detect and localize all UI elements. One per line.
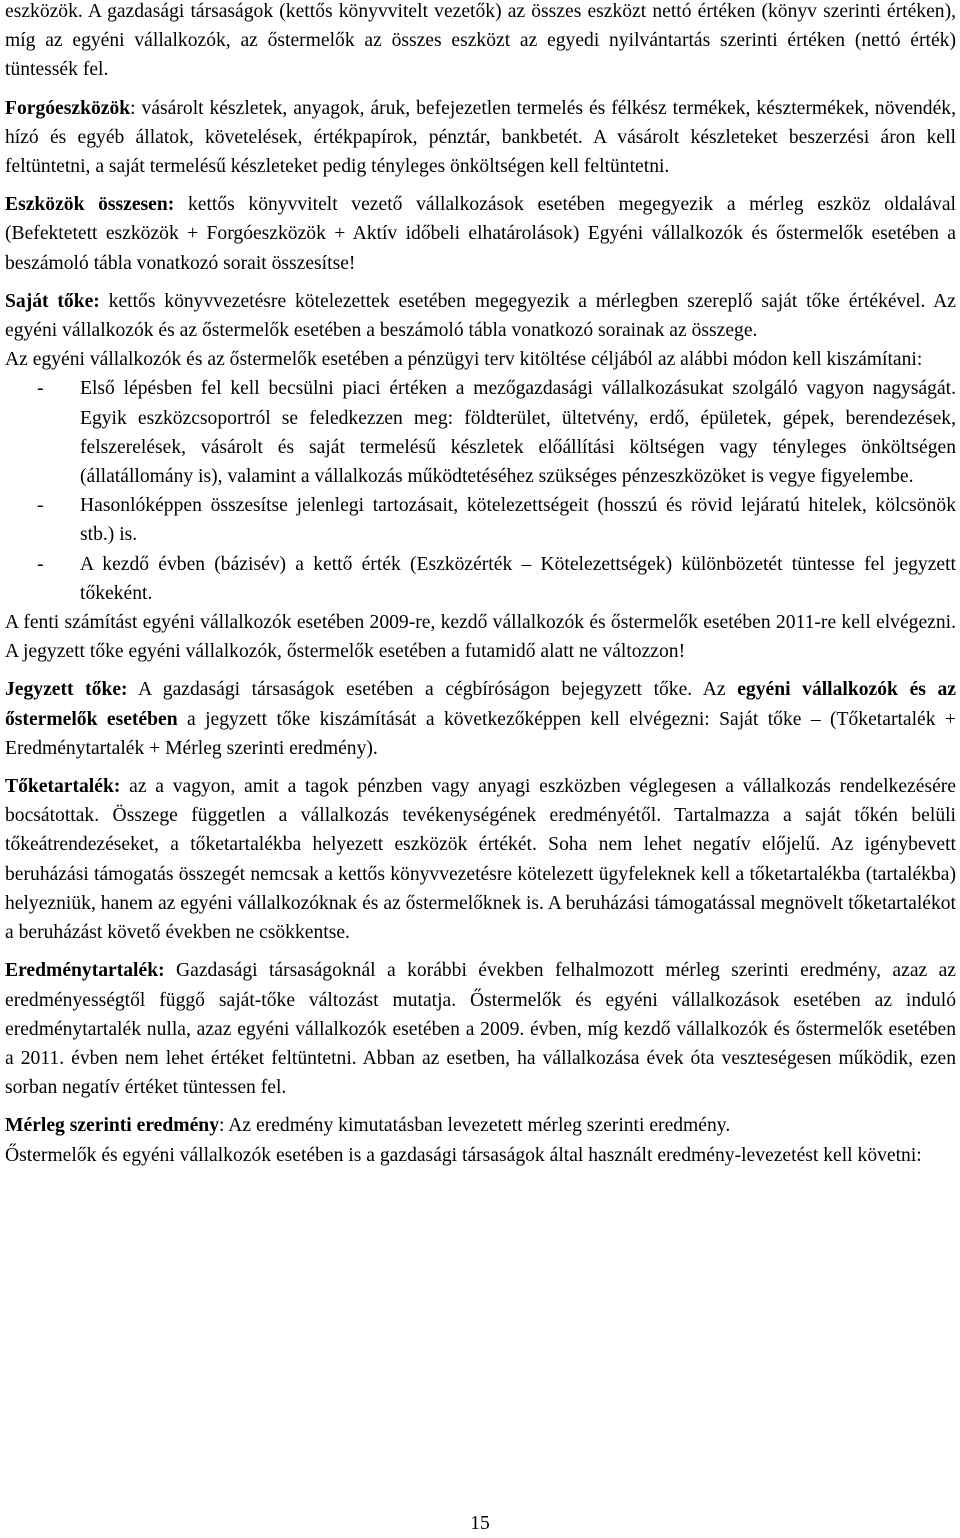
list-item xyxy=(5,374,956,491)
paragraph-merleg-szerinti-eredmeny xyxy=(5,1111,956,1140)
list-dash-marker: - xyxy=(37,378,44,400)
term-merleg-szerinti-eredmeny: Mérleg szerinti eredmény xyxy=(5,1115,219,1137)
calculation-intro-text: Az egyéni vállalkozók és az őstermelők esetében a pénzügyi terv kitöltése céljából az alábbi módon kell kiszámítani: xyxy=(5,349,923,371)
calculation-steps-list xyxy=(5,374,956,608)
definition-merleg-szerinti-eredmeny: : Az eredmény kimutatásban levezetett mérleg szerinti eredmény. xyxy=(219,1115,731,1137)
paragraph-forgoeszkozok xyxy=(5,94,956,182)
paragraph-sajat-toke xyxy=(5,287,956,345)
term-jegyzett-toke: Jegyzett tőke: xyxy=(5,679,128,701)
list-item-text: Első lépésben fel kell becsülni piaci értéken a mezőgazdasági vállalkozásukat szolgáló vagyon nagyságát. Egyik eszközcsoportról se feledkezzen meg: földterület, ültetvény, erdő, épületek, gépek, berendezések, felszerelések, vásárolt és saját termelésű készletek előállítási költségen vagy tényleges önköltségen (állatállomány is), valamint a vállalkozás működtetéséhez szükséges pénzeszközöket is vegye figyelembe. xyxy=(80,378,956,488)
definition-sajat-toke: kettős könyvvezetésre kötelezettek esetében megegyezik a mérlegben szereplő saját tőke értékével. Az egyéni vállalkozók és az őstermelők esetében a beszámoló tábla vonatkozó sorainak az összege. xyxy=(5,290,956,342)
calculation-note-text: A fenti számítást egyéni vállalkozók esetében 2009-re, kezdő vállalkozók és őstermelők esetében 2011-re kell elvégezni. A jegyzett tőke egyéni vállalkozók, őstermelők esetében a futamidő alatt ne változzon! xyxy=(5,612,956,663)
paragraph-calculation-note xyxy=(5,608,956,666)
term-forgoeszkozok: Forgóeszközök xyxy=(5,97,131,119)
paragraph-intro-text: eszközök. A gazdasági társaságok (kettős könyvvitelt vezetők) az összes eszközt nettó értéken (könyv szerinti értéken), míg az egyéni vállalkozók, az őstermelők az összes eszközt az egyedi nyilvántartás szerinti értéken (nettó érték) tüntessék fel. xyxy=(5,1,956,81)
term-eredmenytartalek: Eredménytartalék: xyxy=(5,960,165,982)
paragraph-jegyzett-toke xyxy=(5,675,956,763)
term-toketartalek: Tőketartalék: xyxy=(5,776,121,798)
paragraph-toketartalek xyxy=(5,772,956,947)
definition-jegyzett-toke-b: a jegyzett tőke kiszámítását a következőképpen kell elvégezni: Saját tőke – (Tőketartalék + Eredménytartalék + Mérleg szerinti eredmény). xyxy=(5,708,956,759)
definition-forgoeszkozok: : vásárolt készletek, anyagok, áruk, befejezetlen termelés és félkész termékek, késztermékek, növendék, hízó és egyéb állatok, követelések, értékpapírok, pénztár, bankbetét. A vásárolt készleteket beszerzési áron kell feltüntetni, a saját termelésű készleteket pedig tényleges önköltségen kell feltüntetni. xyxy=(5,97,956,178)
term-eszkozok-osszesen: Eszközök összesen: xyxy=(5,194,175,216)
eredmeny-levezetes-text: Őstermelők és egyéni vállalkozók esetében is a gazdasági társaságok által használt eredmény-levezetést kell követni: xyxy=(5,1144,922,1166)
list-item-text: Hasonlóképpen összesítse jelenlegi tartozásait, kötelezettségeit (hosszú és rövid lejáratú hitelek, kölcsönök stb.) is. xyxy=(80,495,956,546)
paragraph-eredmeny-levezetes xyxy=(5,1141,956,1170)
page-number: 15 xyxy=(470,1513,490,1534)
paragraph-eszkozok-osszesen xyxy=(5,190,956,278)
definition-toketartalek: az a vagyon, amit a tagok pénzben vagy anyagi eszközben véglegesen a vállalkozás rendelkezésére bocsátottak. Összege független a vállalkozás tevékenységének eredményétől. Tartalmazza a saját tőkén belüli tőkeátrendezéseket, a tőketartalékba helyezett eszközök értékét. Soha nem lehet negatív előjelű. Az igénybevett beruházási támogatás összegét nemcsak a kettős könyvvezetésre kötelezett ügyfeleknek kell a tőketartalékba (tartalékba) helyezniük, hanem az egyéni vállalkozóknak és az őstermelőknek is. A beruházási támogatással megnövelt tőketartalékot a beruházást követő években ne csökkentse. xyxy=(5,776,956,944)
list-dash-marker: - xyxy=(37,495,44,517)
term-sajat-toke: Saját tőke: xyxy=(5,290,100,312)
list-item xyxy=(5,550,956,608)
definition-jegyzett-toke-a: A gazdasági társaságok esetében a cégbíróságon bejegyzett tőke. Az xyxy=(127,679,738,701)
emphasis-egyeni-vallalkozok: egyéni vállalkozók és az őstermelők esetében xyxy=(5,679,956,730)
definition-eredmenytartalek: Gazdasági társaságoknál a korábbi években felhalmozott mérleg szerinti eredmény, azaz az eredményességtől függő saját-tőke változást mutatja. Őstermelők és egyéni vállalkozások esetében az induló eredménytartalék nulla, azaz egyéni vállalkozók esetében a 2009. évben, míg kezdő vállalkozók és őstermelők esetében a 2011. évben nem lehet értéket feltüntetni. Abban az esetben, ha vállalkozása évek óta veszteségesen működik, ezen sorban negatív értéket tüntessen fel. xyxy=(5,960,956,1099)
document-page xyxy=(5,0,956,1170)
definition-eszkozok-osszesen: kettős könyvvitelt vezető vállalkozások esetében megegyezik a mérleg eszköz oldalával (Befektetett eszközök + Forgóeszközök + Aktív időbeli elhatárolások) Egyéni vállalkozók és őstermelők esetében a beszámoló tábla vonatkozó sorait összesítse! xyxy=(5,194,956,274)
list-item xyxy=(5,491,956,549)
paragraph-eredmenytartalek xyxy=(5,956,956,1102)
list-dash-marker: - xyxy=(37,553,44,575)
paragraph-intro xyxy=(5,0,956,85)
list-item-text: A kezdő évben (bázisév) a kettő érték (Eszközérték – Kötelezettségek) különbözetét tüntesse fel jegyzett tőkeként. xyxy=(80,553,956,604)
paragraph-calculation-intro xyxy=(5,345,956,374)
